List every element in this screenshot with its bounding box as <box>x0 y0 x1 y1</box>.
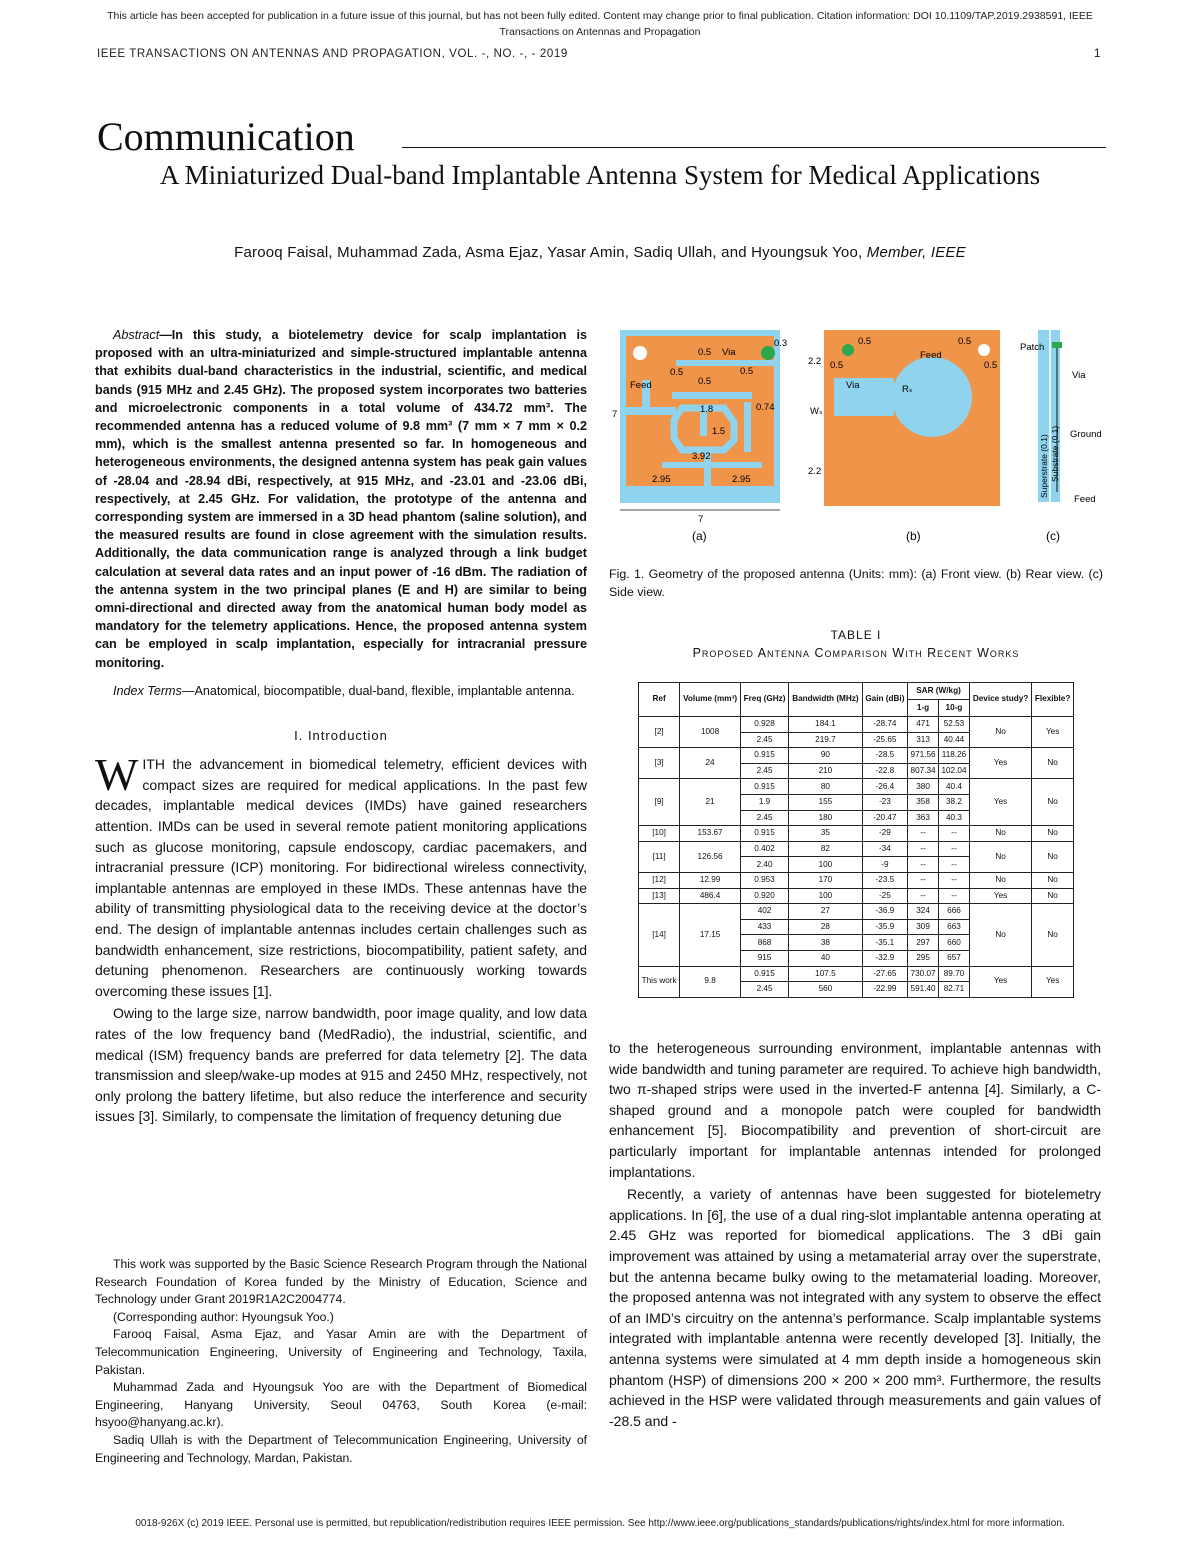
section-heading-introduction: I. Introduction <box>294 728 388 744</box>
antenna-geometry-figure <box>612 322 1112 552</box>
fig-a-dim-12: 2.95 <box>652 474 671 485</box>
table-cell-gain: -27.65 <box>862 966 907 982</box>
fig-a-dim-0: 0.3 <box>774 338 788 349</box>
table-cell-ref: [11] <box>639 841 680 872</box>
table-cell-bandwidth: 210 <box>789 763 863 779</box>
fig-c-label: (c) <box>1046 529 1060 543</box>
table-cell-sar-1g: -- <box>908 872 939 888</box>
rear-stub <box>834 378 894 416</box>
table-row <box>639 779 1074 795</box>
table-cell-bandwidth: 28 <box>789 919 863 935</box>
table-cell-gain: -20.47 <box>862 810 907 826</box>
table-cell-gain: -36.9 <box>862 904 907 920</box>
table-cell-bandwidth: 219.7 <box>789 732 863 748</box>
table-cell-sar-10g: 38.2 <box>939 794 970 810</box>
col-volume: Volume (mm³) <box>680 683 741 717</box>
table-cell-freq: 0.928 <box>740 717 788 733</box>
col-flexible: Flexible? <box>1032 683 1074 717</box>
right-column <box>609 1038 1101 1433</box>
table-cell-sar-10g: -- <box>939 872 970 888</box>
fig-b-label: (b) <box>906 529 921 543</box>
table-cell-gain: -25 <box>862 888 907 904</box>
table-cell-sar-10g: 660 <box>939 935 970 951</box>
table-cell-gain: -22.8 <box>862 763 907 779</box>
author-names: Farooq Faisal, Muhammad Zada, Asma Ejaz, Yasar Amin, Sadiq Ullah, and Hyoungsuk Yoo, <box>234 244 863 261</box>
rear-circular-slot <box>892 357 972 437</box>
table-cell-flexible: Yes <box>1032 717 1074 748</box>
table-cell-sar-1g: 295 <box>908 950 939 966</box>
table-cell-freq: 0.953 <box>740 872 788 888</box>
table-cell-gain: -32.9 <box>862 950 907 966</box>
fig-a-dim-5: 0.5 <box>698 376 712 387</box>
table-cell-bandwidth: 35 <box>789 826 863 842</box>
table-cell-sar-10g: -- <box>939 888 970 904</box>
table-cell-volume: 24 <box>680 748 741 779</box>
table-cell-sar-10g: 89.70 <box>939 966 970 982</box>
table-cell-freq: 0.920 <box>740 888 788 904</box>
table-row <box>639 717 1074 733</box>
table-cell-ref: [2] <box>639 717 680 748</box>
table-cell-bandwidth: 82 <box>789 841 863 857</box>
table-cell-sar-1g: -- <box>908 826 939 842</box>
table-cell-sar-10g: -- <box>939 857 970 873</box>
table-cell-freq: 0.915 <box>740 779 788 795</box>
table-cell-volume: 126.56 <box>680 841 741 872</box>
page-number: 1 <box>1094 48 1101 60</box>
col-sar-1g: 1-g <box>908 700 939 717</box>
table-cell-device: Yes <box>969 779 1031 826</box>
fig-a-dim-8: 0.74 <box>756 402 775 413</box>
table-cell-device: No <box>969 904 1031 966</box>
fig-b-dim-7: Rₛ <box>902 384 913 395</box>
table-cell-gain: -35.1 <box>862 935 907 951</box>
table-row <box>639 966 1074 982</box>
running-head: IEEE TRANSACTIONS ON ANTENNAS AND PROPAGATION, VOL. -, NO. -, - 2019 <box>97 48 568 60</box>
col-sar-10g: 10-g <box>939 700 970 717</box>
footnote-affiliation-2: Muhammad Zada and Hyoungsuk Yoo are with the Department of Biomedical Engineering, Hanyang University, Seoul 04763, South Korea (e-mail: hsyoo@hanyang.ac.kr). <box>95 1380 587 1430</box>
table-row <box>639 872 1074 888</box>
table-cell-freq: 2.45 <box>740 763 788 779</box>
footnote-corresponding: (Corresponding author: Hyoungsuk Yoo.) <box>113 1309 334 1324</box>
table-cell-gain: -26.4 <box>862 779 907 795</box>
table-cell-device: No <box>969 717 1031 748</box>
table-number: TABLE I <box>830 628 882 642</box>
col-bandwidth: Bandwidth (MHz) <box>789 683 863 717</box>
table-cell-sar-10g: -- <box>939 826 970 842</box>
table-cell-sar-10g: -- <box>939 841 970 857</box>
table-cell-sar-1g: -- <box>908 841 939 857</box>
table-cell-bandwidth: 100 <box>789 857 863 873</box>
table-cell-flexible: No <box>1032 826 1074 842</box>
index-terms-text: —Anatomical, biocompatible, dual-band, flexible, implantable antenna. <box>181 683 575 698</box>
table-cell-freq: 0.915 <box>740 966 788 982</box>
table-cell-sar-1g: 730.07 <box>908 966 939 982</box>
abstract <box>95 326 587 672</box>
side-patch <box>1052 342 1062 348</box>
footnote-affiliation-3: Sadiq Ullah is with the Department of Telecommunication Engineering, University of Engineering and Technology, Mardan, Pakistan. <box>95 1432 587 1465</box>
table-row <box>639 826 1074 842</box>
table-cell-ref: [10] <box>639 826 680 842</box>
table-cell-sar-1g: 807.34 <box>908 763 939 779</box>
fig-a-dim-4: 0.5 <box>740 366 754 377</box>
table-cell-freq: 2.40 <box>740 857 788 873</box>
intro-paragraph-1-text: ITH the advancement in biomedical telemetry, efficient devices with compact sizes are required for medical applications. In the past few decades, implantable medical devices (IMDs) have gained researchers attention. IMDs can be used in several remote patient monitoring applications such as glucose monitoring, capsule endoscopy, cardiac pacemakers, and intracranial pressure (ICP) monitoring. For bidirectional wireless connectivity, implantable antennas are employed in these IMDs. These antennas have the ability of transmitting physiological data to the receiving device at the doctor’s end. The design of implantable antennas includes certain challenges such as bandwidth enhancement, size restrictions, biocompatibility, patient safety, and detuning phenomenon. Researchers are continuously working towards overcoming these issues [1]. <box>95 756 587 999</box>
fig-c-dim-5: Substrate (0.1) <box>1050 425 1060 482</box>
col-ref: Ref <box>639 683 680 717</box>
table-cell-bandwidth: 560 <box>789 982 863 998</box>
table-cell-volume: 17.15 <box>680 904 741 966</box>
drop-cap: W <box>95 749 139 801</box>
table-row <box>639 888 1074 904</box>
table-cell-sar-10g: 40.3 <box>939 810 970 826</box>
table-cell-bandwidth: 170 <box>789 872 863 888</box>
table-cell-bandwidth: 184.1 <box>789 717 863 733</box>
table-cell-flexible: No <box>1032 904 1074 966</box>
table-cell-flexible: No <box>1032 841 1074 872</box>
table-cell-sar-1g: -- <box>908 857 939 873</box>
table-cell-ref: [12] <box>639 872 680 888</box>
table-cell-sar-1g: 971.56 <box>908 748 939 764</box>
table-cell-device: Yes <box>969 748 1031 779</box>
table-cell-sar-10g: 40.4 <box>939 779 970 795</box>
author-membership: Member, IEEE <box>866 244 966 261</box>
footnote-affiliation-1: Farooq Faisal, Asma Ejaz, and Yasar Amin are with the Department of Telecommunication Engineering, University of Engineering and Technology, Taxila, Pakistan. <box>95 1327 587 1377</box>
fig-b-dim-0: 0.5 <box>858 336 872 347</box>
table-cell-gain: -22.99 <box>862 982 907 998</box>
table-cell-ref: [9] <box>639 779 680 826</box>
abstract-text: —In this study, a biotelemetry device for scalp implantation is proposed with an ultra-miniaturized and simple-structured implantable antenna that exhibits dual-band characteristics in the industrial, scientific, and medical bands (915 MHz and 2.45 GHz). The proposed system incorporates two batteries and microelectronic components in a total volume of 434.72 mm³. The recommended antenna has a reduced volume of 9.8 mm³ (7 mm × 7 mm × 0.2 mm), which is the smallest antenna presented so far. In homogeneous and heterogeneous environments, the designed antenna system has peak gain values of -28.04 and -28.94 dBi, respectively, at 915 MHz, and -23.01 and -23.06 dBi, respectively, at 2.45 GHz. For validation, the prototype of the antenna and corresponding system are immersed in a 3D head phantom (saline solution), and the measured results are found in close agreement with the simulation results. Additionally, the data communication range is analyzed through a link budget calculation at several data rates and an input power of -16 dBm. The radiation of the antenna system in the two principal planes (E and H) are similar to being omni-directional and directed away from the anatomical human body model as mandatory for the telemetry applications. Hence, the proposed antenna system can be employed in scalp implantation, especially for intracranial pressure monitoring. <box>95 328 587 670</box>
table-cell-sar-10g: 52.53 <box>939 717 970 733</box>
table-cell-sar-1g: 380 <box>908 779 939 795</box>
via-rear <box>842 344 854 356</box>
table-cell-sar-10g: 102.04 <box>939 763 970 779</box>
fig-a-dim-13: 2.95 <box>732 474 751 485</box>
table-cell-device: No <box>969 872 1031 888</box>
paper-title: A Miniaturized Dual-band Implantable Antenna System for Medical Applications <box>159 160 1041 190</box>
notice-line-1: This article has been accepted for publication in a future issue of this journal, but has not been fully edited. Content may change prior to final publication. Citation information: DOI 10.1109/TAP.2019.2938591, IEEE <box>107 10 1093 22</box>
table-cell-freq: 915 <box>740 950 788 966</box>
table-cell-sar-1g: 297 <box>908 935 939 951</box>
front-view <box>612 330 787 543</box>
feed-point-front <box>633 346 647 360</box>
table-cell-freq: 2.45 <box>740 982 788 998</box>
col-sar: SAR (W/kg) <box>908 683 970 700</box>
table-cell-freq: 433 <box>740 919 788 935</box>
rear-view <box>808 330 1000 543</box>
table-cell-sar-1g: 471 <box>908 717 939 733</box>
fig-b-dim-5: 0.5 <box>984 360 998 371</box>
index-terms-lead: Index Terms <box>113 683 182 698</box>
table-cell-flexible: No <box>1032 888 1074 904</box>
fig-a-dim-10: 7 <box>612 409 618 420</box>
fig-a-label: (a) <box>692 529 707 543</box>
fig-b-dim-8: Wₛ <box>810 406 823 417</box>
table-cell-sar-10g: 118.26 <box>939 748 970 764</box>
fig-b-dim-2: 2.2 <box>808 356 822 367</box>
fig-b-dim-9: 2.2 <box>808 466 822 477</box>
comparison-table <box>638 682 1074 998</box>
fig-c-dim-3: Feed <box>1074 494 1096 505</box>
table-cell-bandwidth: 107.5 <box>789 966 863 982</box>
table-row <box>639 904 1074 920</box>
table-cell-ref: [14] <box>639 904 680 966</box>
table-cell-ref: [13] <box>639 888 680 904</box>
table-cell-freq: 1.9 <box>740 794 788 810</box>
via-front <box>761 346 775 360</box>
publication-notice <box>0 8 1200 40</box>
feed-point-rear <box>978 344 990 356</box>
table-cell-sar-1g: 324 <box>908 904 939 920</box>
fig-b-dim-3: 0.5 <box>830 360 844 371</box>
table-cell-flexible: No <box>1032 748 1074 779</box>
table-cell-ref: This work <box>639 966 680 997</box>
left-column <box>95 326 587 1129</box>
table-cell-gain: -23 <box>862 794 907 810</box>
fig-a-dim-3: 0.5 <box>670 367 684 378</box>
fig-c-dim-4: Superstrate (0.1) <box>1039 434 1049 498</box>
fig-b-dim-1: 0.5 <box>958 336 972 347</box>
table-cell-volume: 12.99 <box>680 872 741 888</box>
table-cell-gain: -25.65 <box>862 732 907 748</box>
table-cell-volume: 486.4 <box>680 888 741 904</box>
table-header-row <box>639 683 1074 700</box>
fig-a-dim-6: Feed <box>630 380 652 391</box>
table-cell-bandwidth: 90 <box>789 748 863 764</box>
table-cell-bandwidth: 155 <box>789 794 863 810</box>
table-cell-bandwidth: 100 <box>789 888 863 904</box>
table-cell-sar-10g: 82.71 <box>939 982 970 998</box>
table-cell-freq: 868 <box>740 935 788 951</box>
fig-a-dim-7: 1.8 <box>700 404 714 415</box>
table-cell-freq: 402 <box>740 904 788 920</box>
table-cell-device: Yes <box>969 888 1031 904</box>
table-cell-gain: -28.5 <box>862 748 907 764</box>
fig-b-dim-4: Feed <box>920 350 942 361</box>
intro-paragraph-3: to the heterogeneous surrounding environment, implantable antennas with wide bandwidth and tuning parameter are required. To achieve high bandwidth, two π-shaped strips were used in the inverted-F antenna [4]. Similarly, a C-shaped ground and a monopole patch were coupled for bandwidth enhancement [5]. Biocompatibility and prevention of short-circuit are particularly important for implantable antennas intended for prolonged implantations. <box>609 1040 1101 1180</box>
notice-line-2: Transactions on Antennas and Propagation <box>499 26 701 38</box>
table-cell-bandwidth: 180 <box>789 810 863 826</box>
fig-a-dim-1: 0.5 <box>698 347 712 358</box>
fig-c-dim-0: Patch <box>1020 342 1045 353</box>
fig-c-dim-1: Via <box>1072 370 1086 381</box>
table-cell-volume: 153.67 <box>680 826 741 842</box>
table-cell-gain: -23.5 <box>862 872 907 888</box>
table-cell-device: Yes <box>969 966 1031 997</box>
fig-a-dim-14: 7 <box>698 514 704 525</box>
intro-paragraph-4: Recently, a variety of antennas have been suggested for biotelemetry applications. In [6], the use of a dual ring-slot implantable antenna operating at 2.45 GHz was reported for biomedical applications. The 3 dBi gain improvement was attained by using a metamaterial array over the superstrate, but the antenna became bulky owing to the metamaterial loading. Moreover, the proposed antenna was not integrated with any system to observe the effect of an IMD’s circuitry on the antenna’s performance. Scalp implantable systems integrated with implantable antenna were recently developed [3]. Initially, the antenna systems were simulated at 4 mm depth inside a homogeneous skin phantom (HSP) of dimensions 200 × 200 × 200 mm³. Furthermore, the results achieved in the HSP were validated through measurements and gain values of -28.5 and - <box>609 1186 1101 1429</box>
section-type: Communication <box>97 114 355 159</box>
table-cell-sar-10g: 666 <box>939 904 970 920</box>
table-cell-bandwidth: 80 <box>789 779 863 795</box>
table-cell-gain: -35.9 <box>862 919 907 935</box>
fig-a-dim-2: Via <box>722 347 736 358</box>
table-cell-sar-1g: 358 <box>908 794 939 810</box>
table-cell-bandwidth: 27 <box>789 904 863 920</box>
table-cell-volume: 21 <box>680 779 741 826</box>
table-cell-freq: 2.45 <box>740 810 788 826</box>
table-cell-sar-1g: 363 <box>908 810 939 826</box>
fig-c-dim-2: Ground <box>1070 429 1102 440</box>
figure-caption: Fig. 1. Geometry of the proposed antenna (Units: mm): (a) Front view. (b) Rear view. (c) Side view. <box>609 567 1103 599</box>
table-cell-flexible: No <box>1032 872 1074 888</box>
table-cell-sar-10g: 657 <box>939 950 970 966</box>
col-device: Device study? <box>969 683 1031 717</box>
table-cell-bandwidth: 40 <box>789 950 863 966</box>
copyright-notice: 0018-926X (c) 2019 IEEE. Personal use is permitted, but republication/redistribution requires IEEE permission. See http://www.ieee.org/publications_standards/publications/rights/index.html for more information. <box>135 1518 1065 1529</box>
table-cell-freq: 0.402 <box>740 841 788 857</box>
table-cell-sar-1g: 313 <box>908 732 939 748</box>
table-cell-volume: 9.8 <box>680 966 741 997</box>
table-cell-ref: [3] <box>639 748 680 779</box>
table-cell-gain: -29 <box>862 826 907 842</box>
fig-a-dim-11: 3.92 <box>692 451 711 462</box>
table-row <box>639 841 1074 857</box>
table-title: Proposed Antenna Comparison With Recent Works <box>692 646 1020 660</box>
table-cell-flexible: Yes <box>1032 966 1074 997</box>
index-terms <box>95 682 587 700</box>
fig-a-dim-9: 1.5 <box>712 426 726 437</box>
table-cell-freq: 2.45 <box>740 732 788 748</box>
fig-b-dim-6: Via <box>846 380 860 391</box>
col-gain: Gain (dBi) <box>862 683 907 717</box>
table-cell-gain: -28.74 <box>862 717 907 733</box>
table-cell-device: No <box>969 841 1031 872</box>
table-row <box>639 748 1074 764</box>
table-cell-sar-1g: 591.40 <box>908 982 939 998</box>
table-cell-sar-10g: 40.44 <box>939 732 970 748</box>
table-body <box>639 717 1074 998</box>
table-cell-sar-1g: -- <box>908 888 939 904</box>
col-freq: Freq (GHz) <box>740 683 788 717</box>
footnotes <box>95 1256 587 1467</box>
table-cell-sar-1g: 309 <box>908 919 939 935</box>
table-cell-gain: -34 <box>862 841 907 857</box>
intro-paragraph-1 <box>95 749 587 1001</box>
table-cell-volume: 1008 <box>680 717 741 748</box>
intro-paragraph-2: Owing to the large size, narrow bandwidth, poor image quality, and low data rates of the low frequency band (MedRadio), the industrial, scientific, and medical (ISM) frequency bands are preferred for data telemetry [2]. The data transmission and sleep/wake-up modes at 915 and 2450 MHz, respectively, not only prolong the battery lifetime, but also reduce the interference and security issues [3]. Similarly, to compensate the limitation of frequency detuning due <box>95 1005 587 1125</box>
author-list <box>100 244 1100 261</box>
table-cell-bandwidth: 38 <box>789 935 863 951</box>
table-cell-flexible: No <box>1032 779 1074 826</box>
footnote-funding: This work was supported by the Basic Science Research Program through the National Research Foundation of Korea funded by the Ministry of Education, Science and Technology under Grant 2019R1A2C2004774. <box>95 1257 587 1307</box>
abstract-lead: Abstract <box>113 328 160 342</box>
section-rule <box>402 147 1106 148</box>
table-cell-freq: 0.915 <box>740 826 788 842</box>
side-view <box>1020 330 1102 543</box>
table-cell-device: No <box>969 826 1031 842</box>
table-cell-freq: 0.915 <box>740 748 788 764</box>
table-cell-sar-10g: 663 <box>939 919 970 935</box>
table-cell-gain: -9 <box>862 857 907 873</box>
